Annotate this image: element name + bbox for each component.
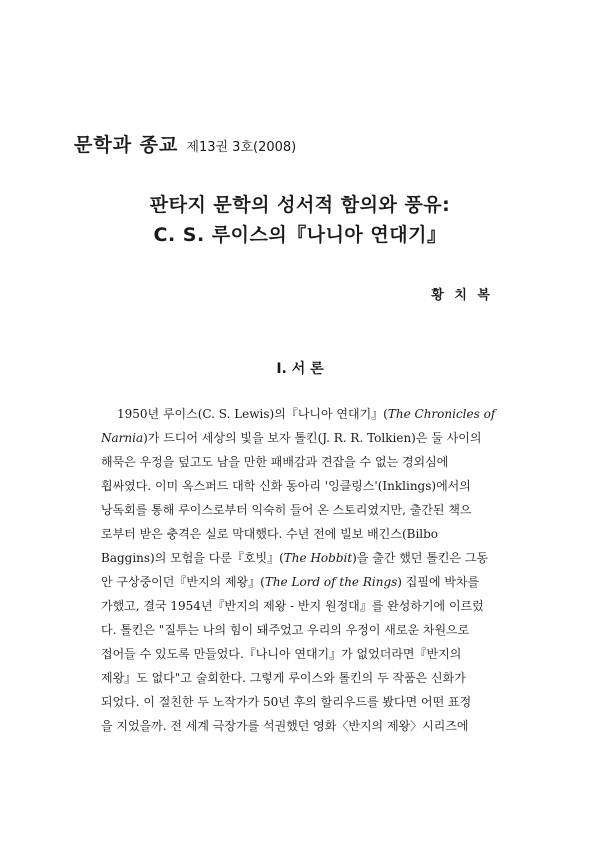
body-paragraph [101,402,501,738]
text-line: 낭독회를 통해 루이스로부터 익숙히 들어 온 스토리였지만, 출간된 책으 [101,503,472,517]
journal-header [74,130,296,157]
text-line: 해묵은 우정을 덮고도 남을 만한 패배감과 견잡을 수 없는 경외심에 [101,455,449,469]
title-line-2: C. S. 루이스의『나니아 연대기』 [153,224,447,246]
author-name: 황 치 복 [431,288,493,303]
text-line: 휩싸였다. 이미 옥스퍼드 대학 신화 동아리 '잉클링스'(Inklings)에서의 [101,479,471,493]
text-line: 가했고, 결국 1954년『반지의 제왕 - 반지 원정대』를 완성하기에 이르렀 [101,599,484,613]
article-title [0,190,600,250]
text-line: 로부터 받은 충격은 실로 막대했다. 수년 전에 빌보 배긴스(Bilbo [101,527,439,541]
text-line: Narnia)가 드디어 세상의 빛을 보자 톨킨(J. R. R. Tolkien)은 둘 사이의 [101,431,482,445]
title-line-1: 판타지 문학의 성서적 함의와 풍유: [149,194,451,216]
text-line: 제왕』도 없다"고 술회한다. 그렇게 루이스와 톨킨의 두 작품은 신화가 [101,671,466,685]
text-line: 다. 톨킨은 "질투는 나의 힘이 돼주었고 우리의 우정이 새로운 차원으로 [101,623,470,637]
text-line: 접어들 수 있도록 만들었다.『나니아 연대기』가 없었더라면『반지의 [101,647,462,661]
text-line: 을 지었을까. 전 세계 극장가를 석권했던 영화〈반지의 제왕〉시리즈에 [101,719,469,733]
section-heading: I. 서 론 [276,361,324,377]
text-line: 안 구상중이던『반지의 제왕』(The Lord of the Rings) 집필에 박차를 [101,575,480,589]
text-line: Baggins)의 모험을 다룬『호빗』(The Hobbit)을 출간 했던 톨킨은 그동 [101,551,489,565]
journal-issue: 제13권 3호(2008) [186,140,297,155]
text-line: 되었다. 이 절친한 두 노작가가 50년 후의 할리우드를 봤다면 어떤 표정 [101,695,472,709]
journal-logo: 문학과 종교 [74,134,179,156]
text-line: 1950년 루이스(C. S. Lewis)의『나니아 연대기』(The Chronicles of [117,407,496,421]
